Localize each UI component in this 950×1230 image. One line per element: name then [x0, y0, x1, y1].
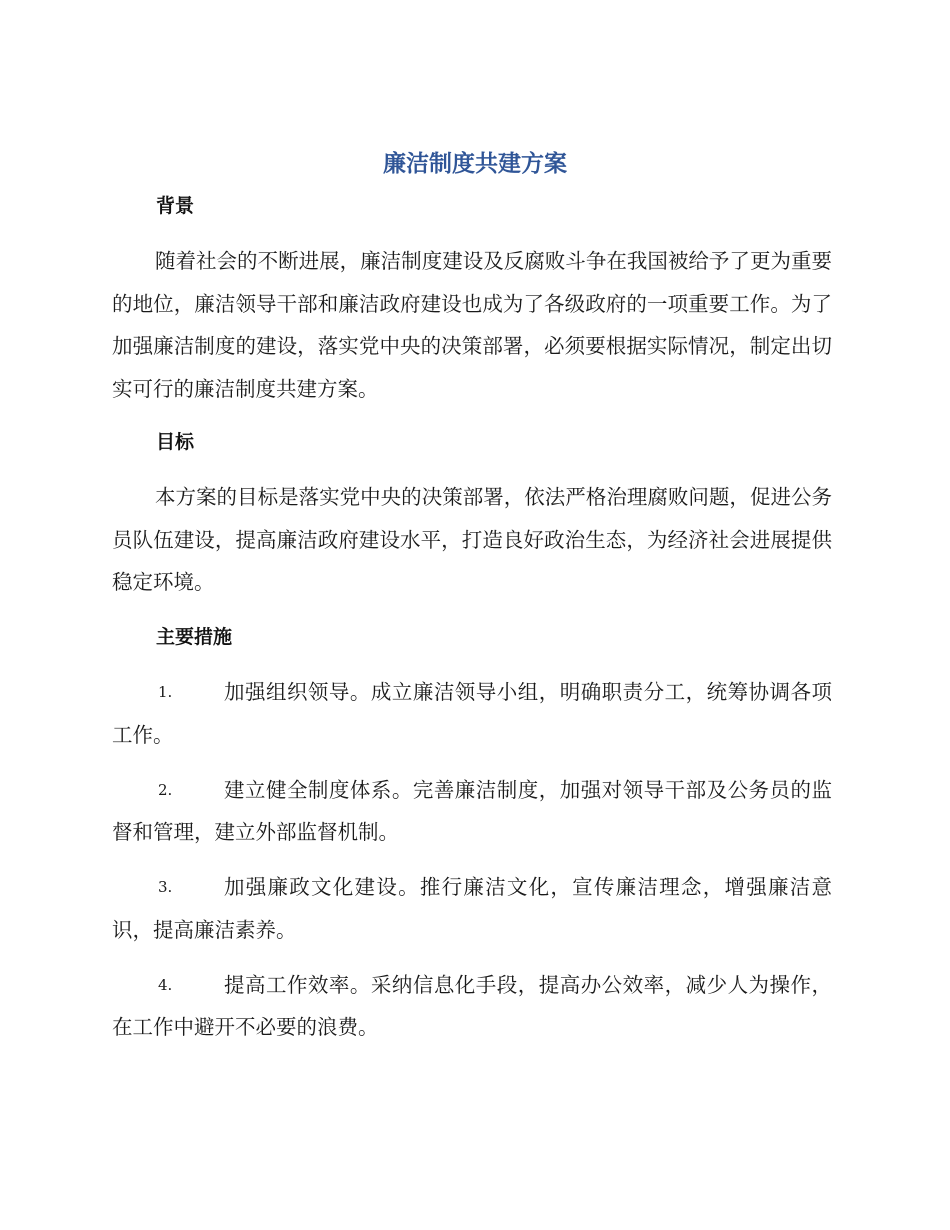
- list-item: [112, 769, 832, 854]
- list-item-number: 3.: [158, 878, 173, 896]
- list-item-number: 4.: [158, 975, 173, 994]
- background-paragraph: 随着社会的不断进展，廉洁制度建设及反腐败斗争在我国被给予了更为重要的地位，廉洁领导干部和廉洁政府建设也成为了各级政府的一项重要工作。为了加强廉洁制度的建设，落实党中央的决策部署，必须要根据实际情况，制定出切实可行的廉洁制度共建方案。: [112, 249, 832, 401]
- section-heading-measures: 主要措施: [156, 626, 233, 648]
- section-heading-background: 背景: [156, 195, 195, 217]
- list-item-text: 提高工作效率。采纳信息化手段，提高办公效率，减少人为操作，在工作中避开不必要的浪费。: [112, 972, 832, 1039]
- goals-paragraph: 本方案的目标是落实党中央的决策部署，依法严格治理腐败问题，促进公务员队伍建设，提高廉洁政府建设水平，打造良好政治生态，为经济社会进展提供稳定环境。: [112, 485, 832, 594]
- list-item-number: 1.: [158, 683, 173, 701]
- list-item: [112, 866, 832, 951]
- measures-list: [112, 671, 832, 1061]
- list-item-number: 2.: [158, 780, 173, 799]
- list-item-text: 加强廉政文化建设。推行廉洁文化，宣传廉洁理念，增强廉洁意识，提高廉洁素养。: [112, 875, 832, 942]
- list-item: [112, 671, 832, 756]
- document-title: 廉洁制度共建方案: [383, 151, 567, 177]
- list-item: [112, 964, 832, 1049]
- list-item-text: 加强组织领导。成立廉洁领导小组，明确职责分工，统筹协调各项工作。: [112, 680, 832, 747]
- list-item-text: 建立健全制度体系。完善廉洁制度，加强对领导干部及公务员的监督和管理，建立外部监督机制。: [112, 777, 832, 844]
- section-heading-goals: 目标: [156, 431, 195, 453]
